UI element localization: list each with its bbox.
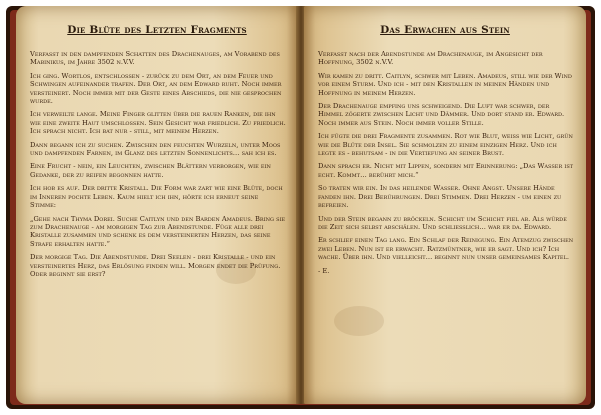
right-paragraph: Und der Stein begann zu bröckeln. Schicht um Schicht fiel ab. Als würde die Zeit sich selbst abschälen. Und schliesslich… war er da. Edward.	[318, 214, 567, 231]
left-page-text	[30, 50, 286, 283]
right-page[interactable]	[304, 6, 586, 404]
right-page-text	[318, 50, 574, 280]
right-paragraph: Dann sprach er. Nicht mit Lippen, sondern mit Erinnerung: „Das Wasser ist echt. Kommt… berührt mich.“	[318, 162, 574, 179]
left-paragraph: Der morgige Tag. Die Abendstunde. Drei Seelen - drei Kristalle - und ein versteinertes Herz, das Erlösung finden will. Morgen endet die Prüfung. Oder beginnt sie erst?	[30, 253, 281, 278]
right-paragraph: So traten wir ein. In das heilende Wasser. Ohne Angst. Unsere Hände fanden ihn. Drei Berührungen. Drei Stimmen. Drei Herzen - um einen zu befreien.	[318, 184, 562, 210]
left-paragraph: Dann begann ich zu suchen. Zwischen den feuchten Wurzeln, unter Moos und dampfenden Farnen, im Glanz des letzten Sonnenlichts… sah ich es.	[30, 140, 281, 158]
left-paragraph: „Gehe nach Thyma Dorei. Suche Caitlyn und den Barden Amadeus. Bring sie zum Drachenauge - am morgigen Tag zur Abendstunde. Füge alle drei Kristalle zusammen und schenk es dem versteinerten Herzen, das seine Strafe erhalten hatte.“	[30, 214, 286, 248]
left-paragraph: Ich hob es auf. Der dritte Kristall. Die Form war zart wie eine Blüte, doch im Inneren pochte Leben. Kaum hielt ich ihn, hörte ich erneut seine Stimme:	[30, 184, 283, 210]
parchment-stain	[334, 306, 384, 336]
right-paragraph: Ich fügte die drei Fragmente zusammen. Rot wie Blut, weiß wie Licht, grün wie die Blüte der Insel. Sie schmolzen zu einem einzigen Herz. Und ich legte es - behutsam - in die Vertiefung an seiner Brust.	[318, 132, 573, 158]
right-page-title: Das Erwachen aus Stein	[380, 24, 510, 36]
right-paragraph: Er schlief einen Tag lang. Ein Schlaf der Reinigung. Ein Atemzug zwischen zwei Leben. Nun ist er erwacht. Ratzmüntner, wie er sagt. Und ich? Ich wache. Über ihn. Und vielleicht… beginnt nun unser gemeinsames Kapitel.	[318, 236, 574, 262]
right-paragraph: Der Drachenauge empfing uns schweigend. Die Luft war schwer, der Himmel zögerte zwischen Licht und Dämmer. Und dort stand er. Edward. Noch immer aus Stein. Noch immer voller Stille.	[318, 102, 565, 127]
left-paragraph: Verfasst in den dampfenden Schatten des Drachenauges, am Vorabend des Mabinikus, im Jahre 3502 n.V.V.	[30, 50, 280, 67]
right-paragraph: Wir kamen zu dritt. Caitlyn, schwer mit Leben. Amadeus, still wie der Wind vor einem Sturm. Und ich - mit den Kristallen in meinen Händen und Hoffnung in meinem Herzen.	[318, 71, 572, 97]
left-page[interactable]	[16, 6, 298, 404]
left-paragraph: Ich verweilte lange. Meine Finger glitten über die rauen Ranken, die ihn wie eine zweite Haut umschlossen. Sein Gesicht war friedlich. Zu friedlich. Ich sprach nicht. Ich bat nur - still, mit meinem Herzen.	[30, 110, 286, 136]
signature: - E.	[318, 266, 330, 275]
left-page-title: Die Blüte des Letzten Fragments	[67, 24, 247, 36]
left-paragraph: Ich ging. Wortlos, entschlossen - zurück zu dem Ort, an dem Feuer und Schwingen aufeinander trafen. Der Ort, an dem Edward ruht. Noch immer versteinert. Noch immer mit der Geste eines Abschieds, die nie gesprochen wurde.	[30, 71, 282, 106]
left-paragraph: Eine Frucht - nein, ein Leuchten, zwischen Blättern verborgen, wie ein Gedanke, der zu reifen begonnen hatte.	[30, 162, 271, 179]
right-paragraph: Verfasst nach der Abendstunde am Drachenauge, im Angesicht der Hoffnung, 3502 n.V.V.	[318, 50, 543, 67]
